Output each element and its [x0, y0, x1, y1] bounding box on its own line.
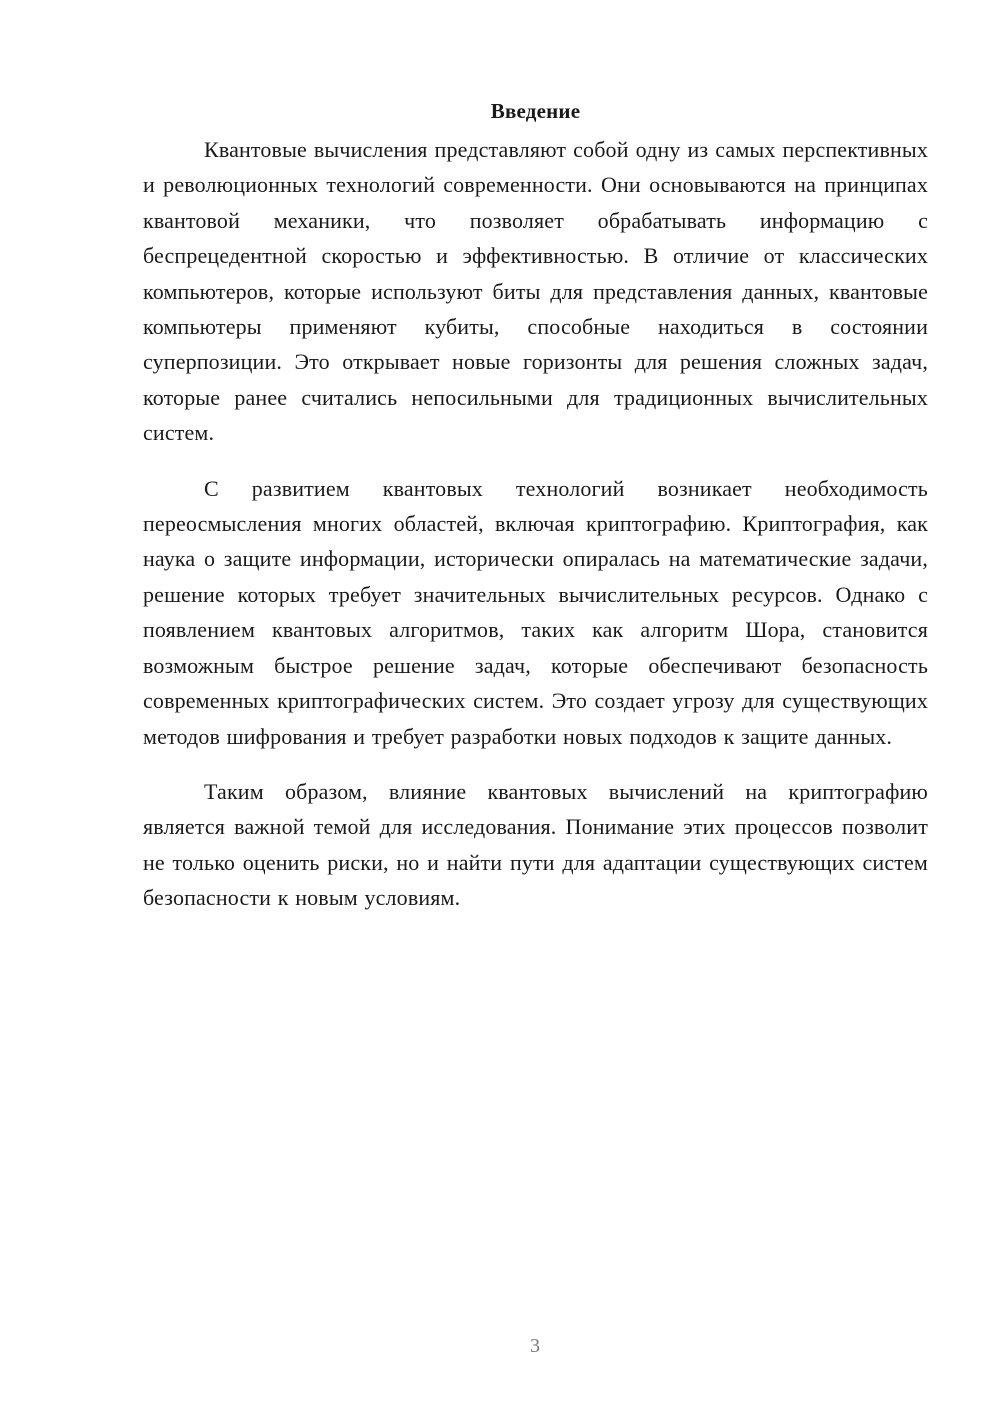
section-heading: Введение: [490, 99, 581, 123]
page-content: [143, 96, 928, 936]
paragraph-3: Таким образом, влияние квантовых вычислений на криптографию является важной темой для исследования. Понимание этих процессов позволит не только оценить риски, но и найти пути для адаптации существующих систем безопасности к новым условиям.: [143, 778, 928, 911]
paragraph-1: Квантовые вычисления представляют собой одну из самых перспективных и революционных технологий современности. Они основываются на принципах квантовой механики, что позволяет обрабатывать информацию с беспрецедентной скоростью и эффективностью. В отличие от классических компьютеров, которые используют биты для представления данных, квантовые компьютеры применяют кубиты, способные находиться в состоянии суперпозиции. Это открывает новые горизонты для решения сложных задач, которые ранее считались непосильными для традиционных вычислительных систем.: [143, 137, 928, 446]
page-number: 3: [530, 1335, 540, 1357]
paragraph-2: С развитием квантовых технологий возникает необходимость переосмысления многих областей, включая криптографию. Криптография, как наука о защите информации, исторически опиралась на математические задачи, решение которых требует значительных вычислительных ресурсов. Однако с появлением квантовых алгоритмов, таких как алгоритм Шора, становится возможным быстрое решение задач, которые обеспечивают безопасность современных криптографических систем. Это создает угрозу для существующих методов шифрования и требует разработки новых подходов к защите данных.: [143, 475, 928, 749]
